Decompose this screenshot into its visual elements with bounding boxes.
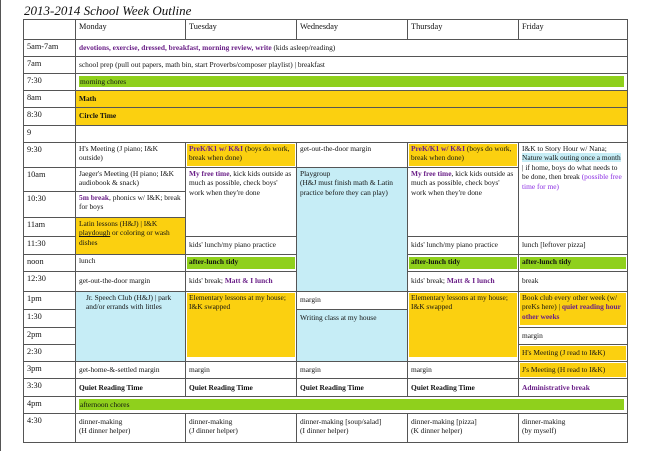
row-730-cell: [76, 74, 628, 91]
friday-admin-break: Administrative break: [519, 379, 628, 397]
friday-js-cell: [519, 362, 628, 379]
header-corner: [24, 20, 76, 40]
wednesday-getout-margin: get-out-the-door margin: [297, 143, 408, 168]
thursday-after-lunch-cell: [408, 255, 519, 272]
header-friday: Friday: [519, 20, 628, 40]
thursday-kids-lunch: kids' lunch/my piano practice: [408, 237, 519, 255]
time-label: 9:30: [24, 143, 76, 168]
time-label: 1pm: [24, 292, 76, 310]
afternoon-chores-bar: afternoon chores: [79, 399, 624, 410]
row-5am-devotions: devotions, exercise, dressed, breakfast, morning review, write (kids asleep/reading): [76, 40, 628, 57]
thursday-elementary-lessons: Elementary lessons at my house; I&K swapped: [409, 293, 517, 357]
morning-chores-bar: morning chores: [79, 76, 624, 87]
thursday-quiet-reading: Quiet Reading Time: [408, 379, 519, 397]
friday-book-club: Book club every other week (w/ preKs here) | quiet reading hour other weeks: [520, 293, 626, 325]
thursday-elem-cell: [408, 292, 519, 362]
time-label: 11:30: [24, 237, 76, 255]
row-7am-prep: school prep (pull out papers, math bin, start Proverbs/composer playlist) | breakfast: [76, 57, 628, 74]
friday-story-hour: I&K to Story Hour w/ Nana; Nature walk outing once a month | if home, boys do what needs to be done, then break (possible free time for me): [519, 143, 628, 237]
time-label: 2pm: [24, 328, 76, 345]
monday-5m-break: 5m break, phonics w/ I&K; break for boys: [76, 192, 186, 218]
wednesday-margin-2: margin: [297, 362, 408, 379]
time-label: 10:30: [24, 192, 76, 218]
wednesday-writing-class: Writing class at my house: [297, 310, 408, 362]
time-label: 8am: [24, 91, 76, 108]
row-8am-math: Math: [76, 91, 628, 108]
tuesday-prek-cell: [186, 143, 297, 168]
friday-break: break: [519, 272, 628, 292]
time-label: 7:30: [24, 74, 76, 91]
tuesday-dinner: dinner-making (J dinner helper): [186, 414, 297, 443]
thursday-margin: margin: [408, 362, 519, 379]
row-830-circle-time: Circle Time: [76, 108, 628, 126]
monday-latin-lessons: Latin lessons (H&J) | I&K playdough or coloring or wash dishes: [76, 218, 186, 255]
friday-hs-cell: [519, 345, 628, 362]
tuesday-after-lunch-bar: after-lunch tidy: [187, 257, 295, 269]
time-label: 4pm: [24, 397, 76, 414]
header-wednesday: Wednesday: [297, 20, 408, 40]
time-label: 3:30: [24, 379, 76, 397]
time-label: 2:30: [24, 345, 76, 362]
thursday-after-lunch-bar: after-lunch tidy: [409, 257, 517, 269]
wednesday-dinner: dinner-making [soup/salad] (I dinner helper): [297, 414, 408, 443]
tuesday-quiet-reading: Quiet Reading Time: [186, 379, 297, 397]
monday-getout-margin: get-out-the-door margin: [76, 272, 186, 292]
wednesday-playgroup: Playgroup (H&J must finish math & Latin practice before they can play): [297, 168, 408, 292]
tuesday-elem-cell: [186, 292, 297, 362]
time-label: 5am-7am: [24, 40, 76, 57]
time-label: 12:30: [24, 272, 76, 292]
thursday-break-lunch: kids' break; Matt & I lunch: [408, 272, 519, 292]
page-title: 2013-2014 School Week Outline: [24, 3, 192, 18]
tuesday-margin: margin: [186, 362, 297, 379]
time-label: 10am: [24, 168, 76, 192]
thursday-dinner: dinner-making [pizza] (K dinner helper): [408, 414, 519, 443]
time-label: 1:30: [24, 310, 76, 328]
friday-margin: margin: [519, 328, 628, 345]
thursday-free-time: My free time, kick kids outside as much as possible, check boys' work when they're done: [408, 168, 519, 237]
monday-lunch: lunch: [76, 255, 186, 272]
time-label: 9: [24, 126, 76, 143]
thursday-prek: PreK/K1 w/ K&I (boys do work, break when done): [409, 144, 517, 166]
monday-gethome-margin: get-home-&-settled margin: [76, 362, 186, 379]
time-label: 11am: [24, 218, 76, 237]
tuesday-break-lunch: kids' break; Matt & I lunch: [186, 272, 297, 292]
header-thursday: Thursday: [408, 20, 519, 40]
friday-js-meeting: J's Meeting (H read to I&K): [520, 363, 626, 377]
monday-jaeger-meeting: Jaeger's Meeting (H piano; I&K audiobook & snack): [76, 168, 186, 192]
row-4pm-cell: [76, 397, 628, 414]
friday-after-lunch-bar: after-lunch tidy: [520, 257, 626, 269]
wednesday-margin: margin: [297, 292, 408, 310]
time-label: noon: [24, 255, 76, 272]
header-monday: Monday: [76, 20, 186, 40]
time-label: 3pm: [24, 362, 76, 379]
tuesday-kids-lunch: kids' lunch/my piano practice: [186, 237, 297, 255]
tuesday-prek: PreK/K1 w/ K&I (boys do work, break when done): [187, 144, 295, 166]
friday-hs-meeting: H's Meeting (J read to I&K): [520, 346, 626, 360]
friday-book-cell: [519, 292, 628, 328]
tuesday-elementary-lessons: Elementary lessons at my house; I&K swapped: [187, 293, 295, 357]
monday-hs-meeting: H's Meeting (J piano; I&K outside): [76, 143, 186, 168]
tuesday-free-time: My free time, kick kids outside as much as possible, check boys' work when they're done: [186, 168, 297, 237]
tuesday-after-lunch-cell: [186, 255, 297, 272]
thursday-prek-cell: [408, 143, 519, 168]
header-tuesday: Tuesday: [186, 20, 297, 40]
friday-after-lunch-cell: [519, 255, 628, 272]
monday-dinner: dinner-making (H dinner helper): [76, 414, 186, 443]
time-label: 4:30: [24, 414, 76, 443]
wednesday-quiet-reading: Quiet Reading Time: [297, 379, 408, 397]
friday-dinner: dinner-making (by myself): [519, 414, 628, 443]
time-label: 8:30: [24, 108, 76, 126]
monday-quiet-reading: Quiet Reading Time: [76, 379, 186, 397]
row-9-empty: [76, 126, 628, 143]
friday-lunch: lunch [leftover pizza]: [519, 237, 628, 255]
monday-speech-club: Jr. Speech Club (H&J) | park and/or errands with littles: [76, 292, 186, 362]
time-label: 7am: [24, 57, 76, 74]
